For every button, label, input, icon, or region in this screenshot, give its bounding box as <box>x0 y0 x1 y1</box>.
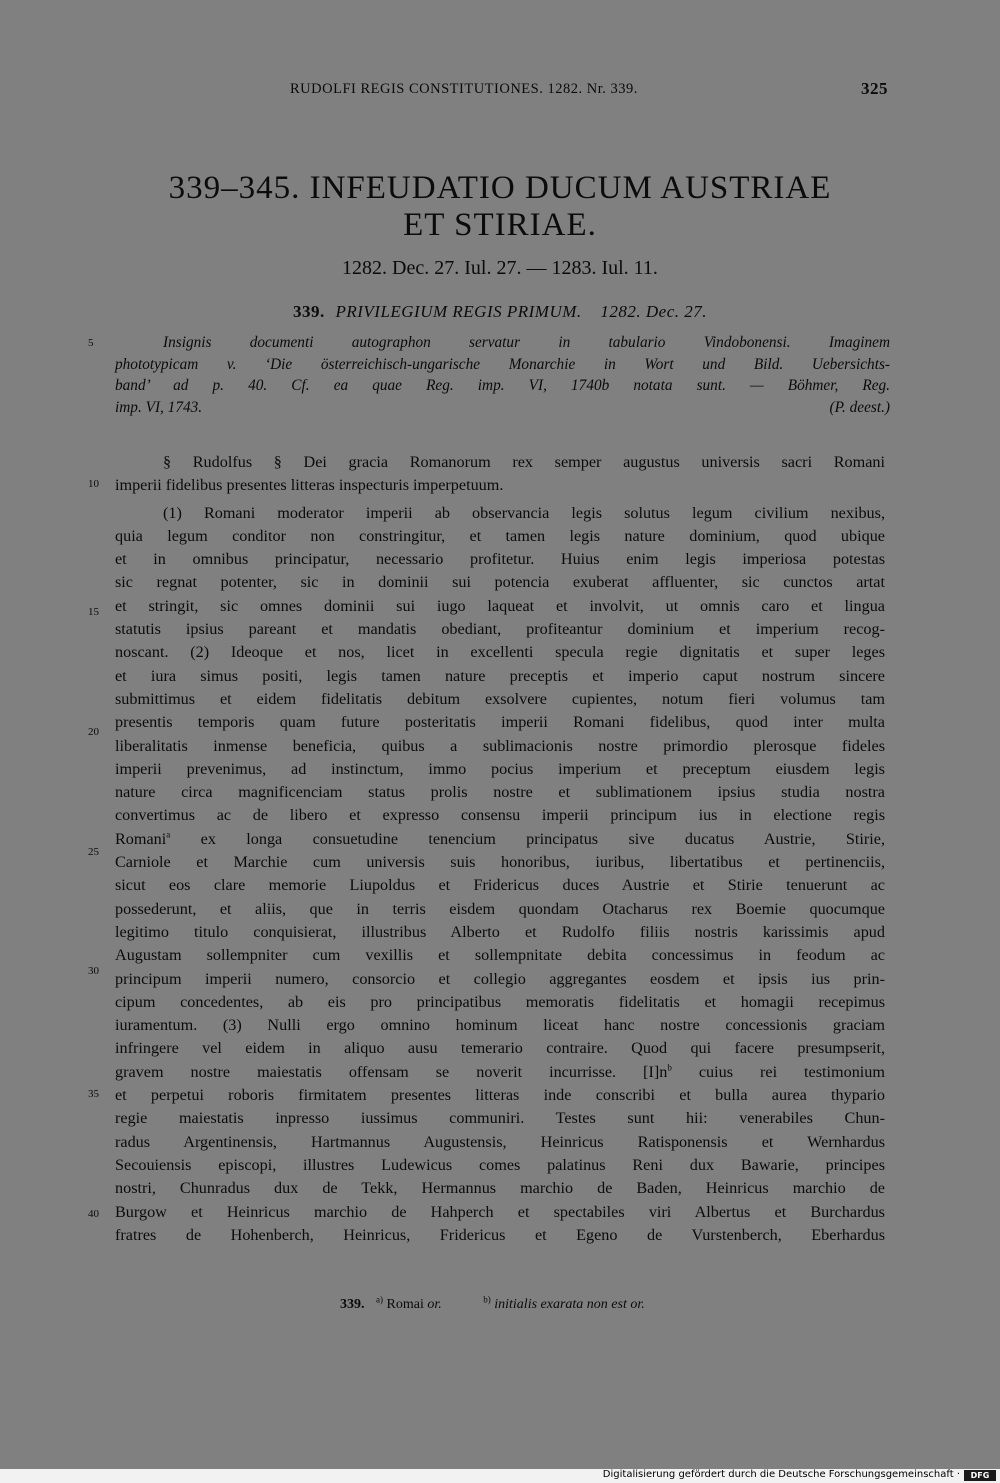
text-line <box>115 828 885 851</box>
note-line: Insignis documenti autographon servatur in tabulario Vindobonensi. Imaginem <box>163 334 890 351</box>
text-line: quia legum conditor non constringitur, et tamen legis nature dominium, quod ubique <box>115 526 885 545</box>
text-line: § Rudolfus § Dei gracia Romanorum rex semper augustus universis sacri Romani <box>163 453 885 471</box>
text-line: submittimus et eidem fidelitatis debitum exsolvere cupientes, notum fieri volumus tam <box>115 689 885 708</box>
text-line: liberalitatis inmense beneficia, quibus a sublimacionis nostre primordio plerosque fideles <box>115 736 885 755</box>
line-number: 5 <box>88 337 94 349</box>
line-number: 40 <box>88 1208 99 1220</box>
footnote-b-text: initialis exarata non est or. <box>494 1297 645 1312</box>
text-line: et stringit, sic omnes dominii sui iugo laqueat et involvit, ut omnis caro et lingua <box>115 596 885 615</box>
text-line: imperii prevenimus, ad instinctum, immo pocius imperium et preceptum eiusdem legis <box>115 759 885 778</box>
text-line: Augustam sollempniter cum vexillis et sollempnitate debita concessimus in feodum ac <box>115 946 885 965</box>
text-line: infringere vel eidem in aliquo ausu temerario contraire. Quod qui facere presumpserit, <box>115 1039 885 1058</box>
digitization-credit: Digitalisierung gefördert durch die Deutsche Forschungsgemeinschaft · <box>602 1469 960 1480</box>
footnote-a-siglum: or. <box>427 1297 442 1312</box>
text-line: convertimus ac de libero et expresso consensu imperii principum ius in electione regis <box>115 806 885 825</box>
text-line: possederunt, et aliis, que in terris eisdem quondam Otacharus rex Boemie quocumque <box>115 899 885 918</box>
line-number: 20 <box>88 726 99 738</box>
note-line <box>115 397 890 419</box>
footnote-marker-b: b <box>667 1062 672 1073</box>
text-fragment: gravem nostre maiestatis offensam se noverit incurrisse. [I]n <box>115 1062 668 1081</box>
line-number: 15 <box>88 606 99 618</box>
line-number: 25 <box>88 846 99 858</box>
document-number: 339. <box>292 302 325 321</box>
text-line: Burgow et Heinricus marchio de Hahperch et spectabiles viri Albertus et Burchardus <box>115 1202 885 1221</box>
text-line: fratres de Hohenberch, Heinricus, Fridericus et Egeno de Vurstenberch, Eberhardus <box>115 1225 885 1244</box>
text-line: sic regnat potenter, sic in dominii sui potencia exuberat affluenter, sic cunctos artat <box>115 573 885 592</box>
section-dates: 1282. Dec. 27. Iul. 27. — 1283. Iul. 11. <box>342 257 658 279</box>
footnote-a-marker: a) <box>376 1294 383 1305</box>
footnote-marker-a: a <box>166 829 171 840</box>
footnote-a-reading: Romai <box>386 1297 424 1312</box>
text-line: et in omnibus principatur, necessario profitetur. Huius enim legis imperiosa potestas <box>115 550 885 569</box>
footnote-number: 339. <box>340 1297 365 1312</box>
document-heading <box>0 302 1000 322</box>
line-number: 35 <box>88 1088 99 1100</box>
protocol-paragraph <box>115 451 885 498</box>
document-text <box>115 451 885 1247</box>
document-date: 1282. Dec. 27. <box>600 302 708 321</box>
section-title <box>0 170 1000 244</box>
text-line: statutis ipsius pareant et mandatis obediant, profiteantur dominium et imperium recog- <box>115 620 885 639</box>
document-title: PRIVILEGIUM REGIS PRIMUM. <box>335 302 582 321</box>
running-head <box>290 79 890 101</box>
line-number: 30 <box>88 965 99 977</box>
line-number: 10 <box>88 478 99 490</box>
text-line: et perpetui roboris firmitatem presentes litteras inde conscribi et bulla aurea thypario <box>115 1086 885 1105</box>
note-line-text: imp. VI, 1743. <box>115 398 203 416</box>
section-title-line-1: 339–345. INFEUDATIO DUCUM AUSTRIAE <box>168 170 832 206</box>
note-line: phototypicam v. ‘Die österreichisch-ungarische Monarchie in Wort und Bild. Uebersichts- <box>115 355 890 373</box>
text-paragraph <box>115 502 885 1248</box>
text-line: Carniole et Marchie cum universis suis honoribus, iuribus, libertatibus et pertinenciis, <box>115 853 885 872</box>
digitization-credit-bar <box>0 1469 1000 1483</box>
page-number: 325 <box>861 79 888 98</box>
text-line: cipum concedentes, ab eis pro principatibus memoratis fidelitatis et homagii recepimus <box>115 992 885 1011</box>
text-line: principum imperii numero, consorcio et collegio aggregantes eosdem et ipsis ius prin- <box>115 969 885 988</box>
text-line: regie maiestatis inpresso iussimus communiri. Testes sunt hii: venerabiles Chun- <box>115 1109 885 1128</box>
text-line: imperii fidelibus presentes litteras inspecturis imperpetuum. <box>115 476 504 495</box>
note-print-remark: (P. deest.) <box>829 398 890 416</box>
text-line: iuramentum. (3) Nulli ergo omnino hominum liceat hanc nostre concessionis graciam <box>115 1016 885 1035</box>
text-line: et iura simus positi, legis tamen nature preceptis et imperio caput nostrum sincere <box>115 666 885 685</box>
section-title-line-2: ET STIRIAE. <box>403 207 597 243</box>
footnote-apparatus <box>340 1294 645 1313</box>
text-line <box>115 1061 885 1084</box>
dfg-logo: DFG <box>964 1470 996 1481</box>
text-fragment: cuius rei testimonium <box>671 1062 885 1081</box>
footnote-b-marker: b) <box>483 1294 491 1305</box>
text-line: nostri, Chunradus dux de Tekk, Hermannus marchio de Baden, Heinricus marchio de <box>115 1179 885 1198</box>
text-line: Secouiensis episcopi, illustres Ludewicus comes palatinus Reni dux Bawarie, principes <box>115 1155 885 1174</box>
footnote-b <box>483 1294 645 1312</box>
running-head-title: RUDOLFI REGIS CONSTITUTIONES. 1282. Nr. 339. <box>290 81 638 97</box>
note-line: band’ ad p. 40. Cf. ea quae Reg. imp. VI, 1740b notata sunt. — Böhmer, Reg. <box>115 377 890 394</box>
text-line: presentis temporis quam future posteritatis imperii Romani fidelibus, quod inter multa <box>115 713 885 732</box>
text-line: legitimo titulo conquisierat, illustribus Alberto et Rudolfo filiis nostris karissimis apud <box>115 922 885 941</box>
text-line: noscant. (2) Ideoque et nos, licet in excellenti specula regie dignitatis et super leges <box>115 643 885 662</box>
text-fragment: Romani <box>115 829 167 848</box>
editorial-notes <box>115 332 890 418</box>
text-line: (1) Romani moderator imperii ab observancia legis solutus legum civilium nexibus, <box>163 503 885 522</box>
text-line: sicut eos clare memorie Liupoldus et Fridericus duces Austrie et Stirie tenuerunt ac <box>115 876 885 895</box>
text-line: nature circa magnificenciam status prolis nostre et sublimationem ipsius studia nostra <box>115 783 885 802</box>
text-fragment: ex longa consuetudine tenencium principatus sive ducatus Austrie, Stirie, <box>170 829 885 848</box>
text-line: radus Argentinensis, Hartmannus Augustensis, Heinricus Ratisponensis et Wernhardus <box>115 1132 885 1151</box>
